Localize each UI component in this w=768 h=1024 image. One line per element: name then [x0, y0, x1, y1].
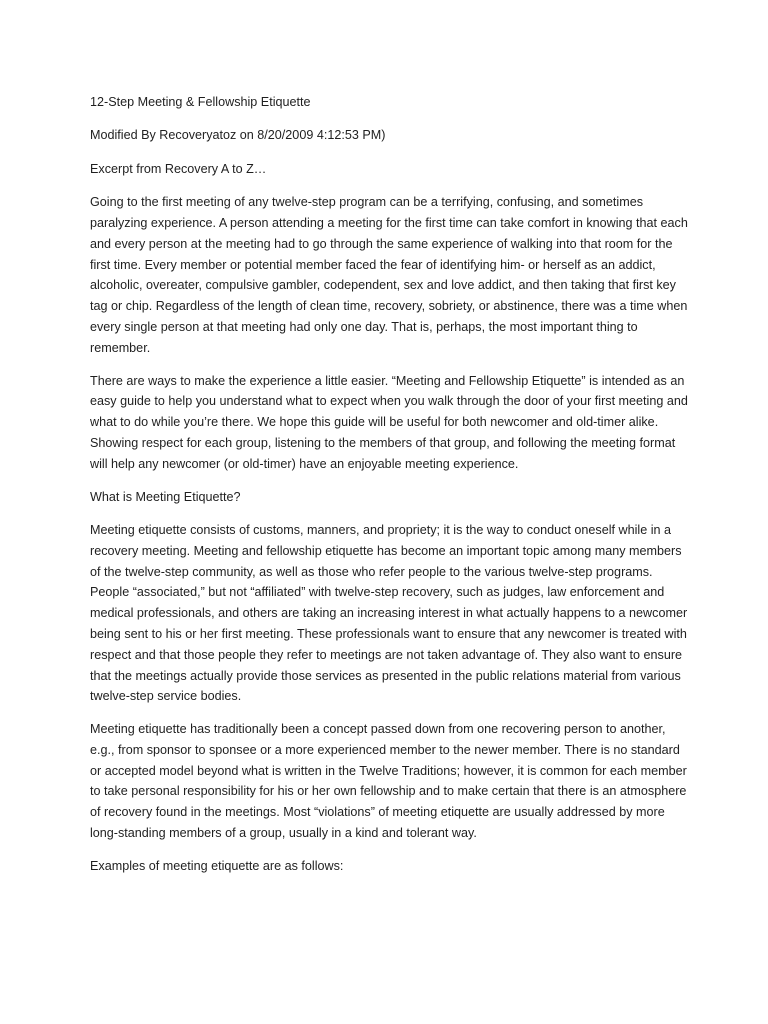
examples-lead: Examples of meeting etiquette are as follows: [90, 858, 344, 873]
intro-paragraph-1: Going to the first meeting of any twelve-step program can be a terrifying, confusing, and sometimes paralyzing experience. A person attending a meeting for the first time can take comfort in knowing that each and every person at the meeting had to go through the same experience of walking into that room for the first time. Every member or potential member faced the fear of identifying him- or herself as an addict, alcoholic, overeater, compulsive gambler, codependent, sex and love addict, and then taking that first key tag or chip. Regardless of the length of clean time, recovery, sobriety, or abstinence, there was a time when every single person at that meeting had only one day. That is, perhaps, the most important thing to remember. [90, 195, 688, 355]
section-paragraph-2: Meeting etiquette has traditionally been a concept passed down from one recovering person to another, e.g., from sponsor to sponsee or a more experienced member to the newer member. There is no standard or accepted model beyond what is written in the Twelve Traditions; however, it is common for each member to take personal responsibility for his or her own fellowship and to make certain that there is an atmosphere of recovery found in the meetings. Most “violations” of meeting etiquette are usually addressed by more long-standing members of a group, usually in a kind and tolerant way. [90, 722, 687, 841]
document-body [90, 92, 690, 889]
section-heading: What is Meeting Etiquette? [90, 489, 241, 504]
section-paragraph-1: Meeting etiquette consists of customs, manners, and propriety; it is the way to conduct oneself while in a recovery meeting. Meeting and fellowship etiquette has become an important topic among many members of the twelve-step community, as well as those who refer people to the various twelve-step programs. People “associated,” but not “affiliated” with twelve-step recovery, such as judges, law enforcement and medical professionals, and others are taking an increasing interest in what actually happens to a newcomer being sent to his or her first meeting. These professionals want to ensure that any newcomer is treated with respect and that those people they refer to meetings are not taken advantage of. They also want to ensure that the meetings actually provide those services as presented in the public relations material from various twelve-step service bodies. [90, 522, 688, 704]
intro-paragraph-2: There are ways to make the experience a little easier. “Meeting and Fellowship Etiquette” is intended as an easy guide to help you understand what to expect when you walk through the door of your first meeting and what to do while you’re there. We hope this guide will be useful for both newcomer and old-timer alike. Showing respect for each group, listening to the members of that group, and following the meeting format will help any newcomer (or old-timer) have an enjoyable meeting experience. [90, 373, 688, 471]
modified-line: Modified By Recoveryatoz on 8/20/2009 4:12:53 PM) [90, 128, 386, 143]
document-title: 12-Step Meeting & Fellowship Etiquette [90, 95, 311, 109]
excerpt-line: Excerpt from Recovery A to Z… [90, 161, 267, 176]
